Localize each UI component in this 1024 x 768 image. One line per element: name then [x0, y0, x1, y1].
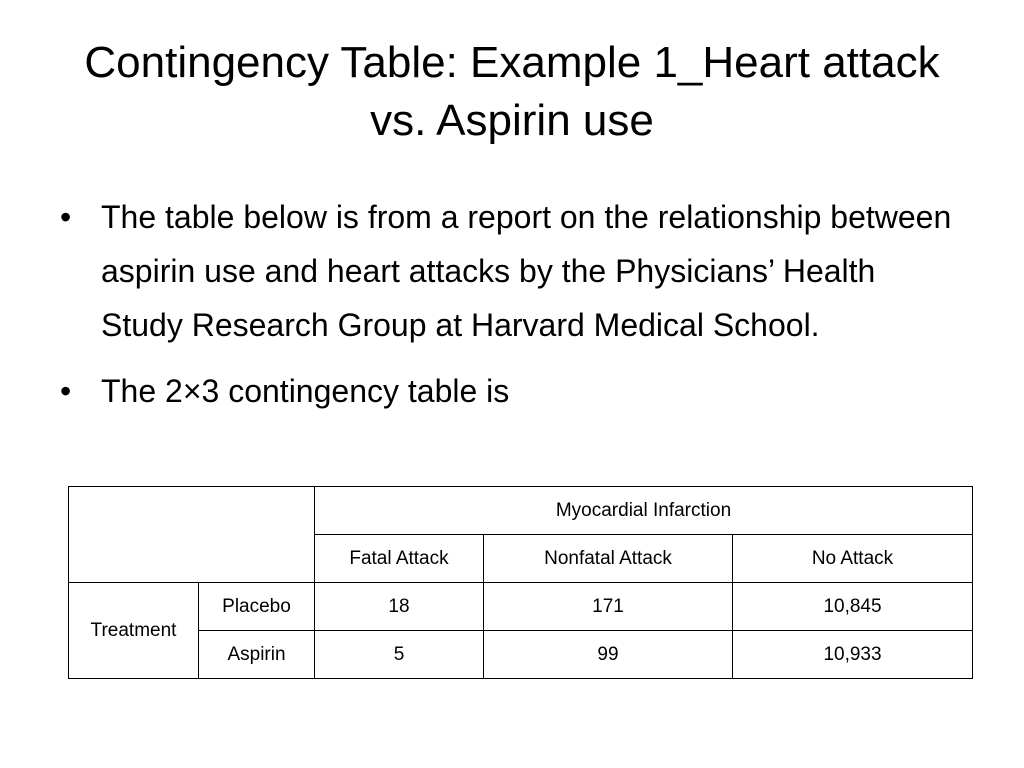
bullet-list — [60, 190, 960, 430]
row-group-label-cell: Treatment — [69, 583, 199, 679]
table-cell: 10,845 — [733, 583, 973, 631]
row-label-cell: Placebo — [199, 583, 315, 631]
bullet-text: The table below is from a report on the relationship between aspirin use and heart attacks by the Physicians’ Health Study Research Group at Harvard Medical School. — [101, 199, 952, 343]
bullet-item — [60, 190, 960, 352]
column-header-cell: Fatal Attack — [315, 535, 484, 583]
empty-corner-cell — [69, 487, 315, 583]
bullet-icon: • — [60, 199, 72, 235]
table-cell: 18 — [315, 583, 484, 631]
table-cell: 5 — [315, 631, 484, 679]
slide-title: Contingency Table: Example 1_Heart attack vs. Aspirin use — [84, 38, 940, 145]
column-header-cell: No Attack — [733, 535, 973, 583]
row-label-cell: Aspirin — [199, 631, 315, 679]
table-row — [69, 631, 973, 679]
table-row — [69, 583, 973, 631]
column-header-cell: Nonfatal Attack — [484, 535, 733, 583]
table-cell: 99 — [484, 631, 733, 679]
bullet-item — [60, 364, 960, 418]
contingency-table — [68, 486, 973, 679]
contingency-table-container — [68, 486, 973, 679]
table-cell: 10,933 — [733, 631, 973, 679]
group-header-cell: Myocardial Infarction — [315, 487, 973, 535]
table-header-row — [69, 487, 973, 535]
bullet-text: The 2×3 contingency table is — [101, 373, 510, 409]
table-cell: 171 — [484, 583, 733, 631]
bullet-icon: • — [60, 373, 72, 409]
